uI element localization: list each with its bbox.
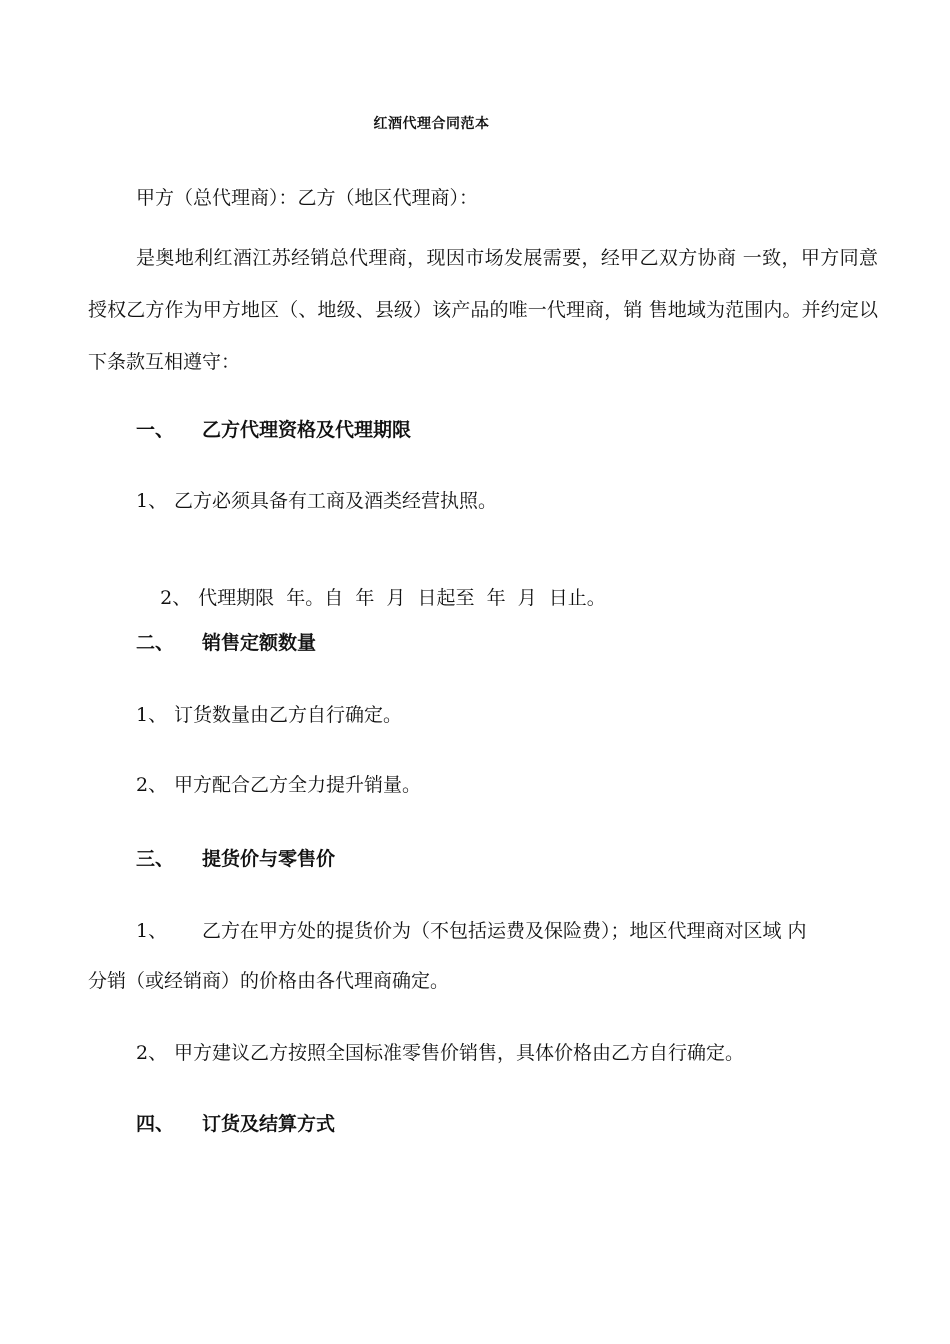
clause-1-1 [136, 488, 497, 514]
section-heading-3 [136, 846, 335, 872]
clause-text: 订货数量由乙方自行确定。 [174, 704, 403, 726]
clause-2-2 [136, 772, 421, 798]
document-title: 红酒代理合同范本 [373, 116, 490, 132]
section-number: 二、 [136, 632, 175, 654]
section-title: 订货及结算方式 [202, 1113, 336, 1135]
clause-text: 乙方在甲方处的提货价为（不包括运费及保险费）；地区代理商对区域 内 [202, 920, 807, 942]
clause-3-1-continued [88, 968, 449, 994]
clause-number: 1、 [136, 704, 168, 726]
clause-number: 1、 [136, 490, 168, 512]
intro-paragraph: 是奥地利红酒江苏经销总代理商，现因市场发展需要，经甲乙双方协商 一致，甲方同意授权乙方作为甲方地区（、地级、县级）该产品的唯一代理商，销 售地域为范围内。并约定以下条款互相遵守： [88, 247, 878, 373]
section-number: 三、 [136, 848, 175, 870]
clause-text: 代理期限 年。自 年 月 日起至 年 月 日止。 [198, 587, 606, 609]
section-heading-4 [136, 1111, 335, 1137]
clause-3-2 [136, 1040, 744, 1066]
section-number: 四、 [136, 1113, 175, 1135]
clause-number: 2、 [160, 587, 192, 609]
clause-text: 甲方建议乙方按照全国标准零售价销售，具体价格由乙方自行确定。 [174, 1042, 745, 1064]
section-number: 一、 [136, 419, 175, 441]
clause-2-1 [136, 702, 402, 728]
parties-line: 甲方（总代理商）：乙方（地区代理商）： [136, 187, 479, 209]
clause-text: 甲方配合乙方全力提升销量。 [174, 774, 422, 796]
clause-number: 2、 [136, 1042, 168, 1064]
clause-number: 1、 [136, 920, 168, 942]
section-title: 提货价与零售价 [202, 848, 336, 870]
section-title: 乙方代理资格及代理期限 [202, 419, 412, 441]
section-heading-2 [136, 630, 316, 656]
clause-1-2 [136, 559, 606, 637]
section-title: 销售定额数量 [202, 632, 317, 654]
clause-text: 乙方必须具备有工商及酒类经营执照。 [174, 490, 498, 512]
clause-3-1 [136, 918, 807, 944]
section-heading-1 [136, 417, 411, 443]
clause-number: 2、 [136, 774, 168, 796]
clause-text: 分销（或经销商）的价格由各代理商确定。 [88, 970, 450, 992]
